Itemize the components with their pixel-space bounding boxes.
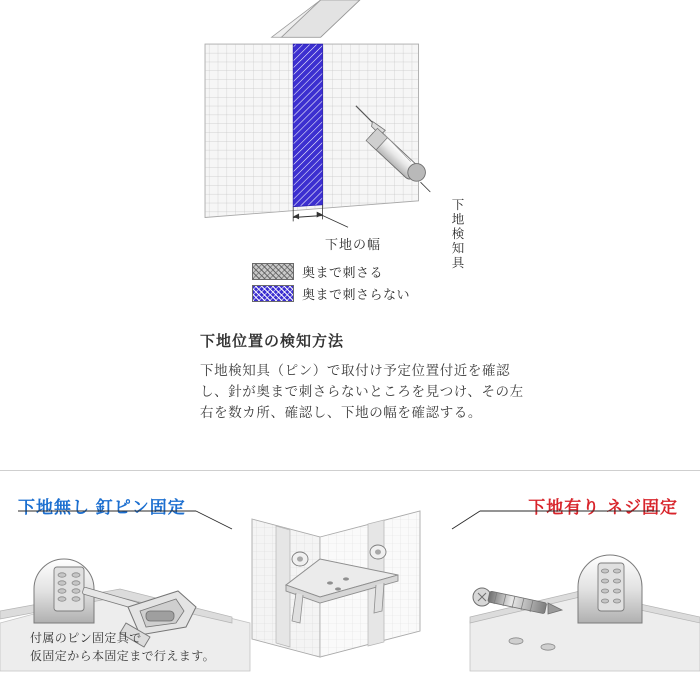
corner-wall-shelf-illustration — [252, 511, 420, 657]
heading-no-stud-pin-fix: 下地無し 釘ピン固定 — [18, 498, 186, 517]
legend-swatch-gray-icon — [252, 263, 294, 280]
left-note-line2: 仮固定から本固定まで行えます。 — [30, 649, 216, 663]
wall-bracket-left — [292, 552, 308, 566]
legend-swatch-blue-icon — [252, 285, 294, 302]
legend-item-through — [252, 262, 492, 280]
description-body: 下地検知具（ピン）で取付け予定位置付近を確認し、針が奥まで刺さらないところを見つけ、その左右を数カ所、確認し、下地の幅を確認する。 — [200, 363, 524, 420]
description-block — [200, 330, 530, 423]
legend-label-blocked: 奥まで刺さらない — [302, 286, 411, 302]
legend-label-through: 奥まで刺さる — [302, 264, 384, 280]
wall-illustration — [170, 0, 530, 240]
stud-width-label: 下地の幅 — [325, 237, 382, 252]
stud-strip — [293, 44, 322, 207]
ceiling-wedge — [272, 0, 360, 37]
detector-leader-line — [421, 182, 431, 192]
right-leader-line — [452, 511, 660, 529]
left-note — [30, 629, 215, 665]
left-note-line1: 付属のピン固定具で — [30, 631, 142, 645]
left-leader-line — [18, 511, 232, 529]
bottom-illustration — [0, 471, 700, 700]
bottom-installation-panel — [0, 471, 700, 700]
detector-tool-label: 下地検知具 — [450, 198, 464, 271]
screw-fixing-assembly — [470, 555, 700, 671]
legend — [252, 262, 492, 306]
legend-item-blocked — [252, 284, 492, 302]
heading-stud-screw-fix: 下地有り ネジ固定 — [528, 498, 678, 517]
description-title: 下地位置の検知方法 — [200, 333, 345, 350]
wall-bracket-right — [370, 545, 386, 559]
